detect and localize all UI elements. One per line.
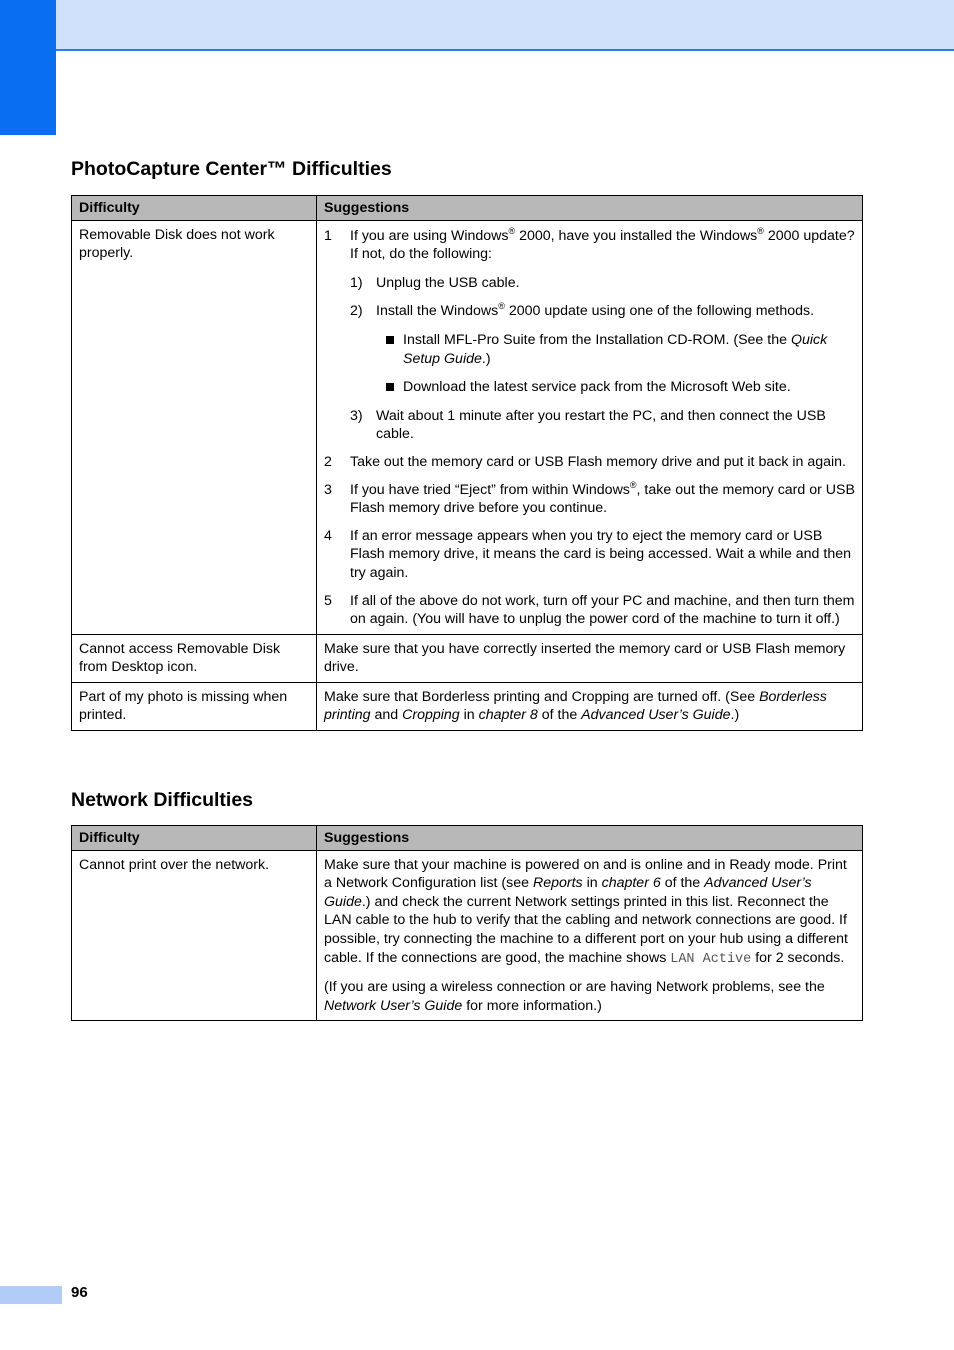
section-title-photocapture: PhotoCapture Center™ Difficulties xyxy=(71,158,392,180)
table-row xyxy=(72,682,863,730)
section-title-network: Network Difficulties xyxy=(71,789,254,811)
difficulty-cell: Cannot print over the network. xyxy=(72,850,317,1021)
table-row xyxy=(72,850,863,1021)
substep-3: 3) Wait about 1 minute after you restart the PC, and then connect the USB cable. xyxy=(350,407,826,443)
column-header-difficulty: Difficulty xyxy=(72,826,317,851)
table-row xyxy=(72,634,863,682)
square-bullet-icon xyxy=(386,336,394,344)
step-3: 3 If you have tried “Eject” from within Windows®, take out the memory card or USB Flash memory drive before you continue. xyxy=(324,479,855,517)
method-bullet-1: Install MFL-Pro Suite from the Installation CD-ROM. (See the Quick Setup Guide.) xyxy=(350,331,855,368)
column-header-suggestions: Suggestions xyxy=(317,826,863,851)
suggestions-cell xyxy=(317,850,863,1021)
suggestions-cell: Make sure that you have correctly inserted the memory card or USB Flash memory drive. xyxy=(317,634,863,682)
table-header-row xyxy=(72,826,863,851)
suggestions-cell: Make sure that Borderless printing and Cropping are turned off. (See Borderless printing and Cropping in chapter 8 of the Advanced User’s Guide.) xyxy=(317,682,863,730)
page-number-tab xyxy=(0,1286,62,1304)
header-band xyxy=(56,0,954,51)
step-5: 5 If all of the above do not work, turn off your PC and machine, and then turn them on again. (You will have to unplug the power cord of the machine to turn it off.) xyxy=(324,592,855,628)
table-header-row xyxy=(72,196,863,221)
step-4: 4 If an error message appears when you try to eject the memory card or USB Flash memory drive, it means the card is being accessed. Wait a while and then try again. xyxy=(324,527,851,581)
photocapture-difficulties-table xyxy=(71,195,863,731)
suggestion-paragraph: (If you are using a wireless connection or are having Network problems, see the Network User’s Guide for more information.) xyxy=(324,979,825,1014)
suggestions-cell xyxy=(317,220,863,634)
page-number: 96 xyxy=(71,1284,88,1301)
step-2: 2 Take out the memory card or USB Flash memory drive and put it back in again. xyxy=(324,453,846,470)
method-bullet-2: Download the latest service pack from the Microsoft Web site. xyxy=(350,378,855,397)
suggestion-paragraph: Make sure that your machine is powered on and is online and in Ready mode. Print a Network Configuration list (see Reports in chapter 6 of the Advanced User’s Guide.) and check the current Network settings printed in this list. Reconnect the LAN cable to the hub to verify that the cabling and network connections are good. If possible, try connecting the machine to a different port on your hub using a different cable. If the connections are good, the machine shows LAN Active for 2 seconds. xyxy=(324,856,848,967)
chapter-color-block xyxy=(0,0,56,135)
square-bullet-icon xyxy=(386,383,394,391)
substep-2: 2) Install the Windows® 2000 update using one of the following methods. xyxy=(350,301,815,320)
difficulty-cell: Part of my photo is missing when printed. xyxy=(72,682,317,730)
column-header-suggestions: Suggestions xyxy=(317,196,863,221)
difficulty-cell: Cannot access Removable Disk from Desktop icon. xyxy=(72,634,317,682)
step-1: 1 If you are using Windows® 2000, have you installed the Windows® 2000 update? If not, do the following: 1) Unplug the USB cable. 2) Install the Windows® 2000 update using one of the following methods. Install MFL-Pro Suite from the Installation CD-ROM. (See the Quick Setup Guide.) Download the latest service pack from the Microsoft Web site. 3) Wait about 1 minute after you restart the PC, and then connect the USB cable. xyxy=(324,225,855,443)
difficulty-cell: Removable Disk does not work properly. xyxy=(72,220,317,634)
column-header-difficulty: Difficulty xyxy=(72,196,317,221)
table-row xyxy=(72,220,863,634)
network-difficulties-table xyxy=(71,825,863,1021)
lcd-message: LAN Active xyxy=(670,951,752,967)
substep-1: 1) Unplug the USB cable. xyxy=(350,274,520,291)
